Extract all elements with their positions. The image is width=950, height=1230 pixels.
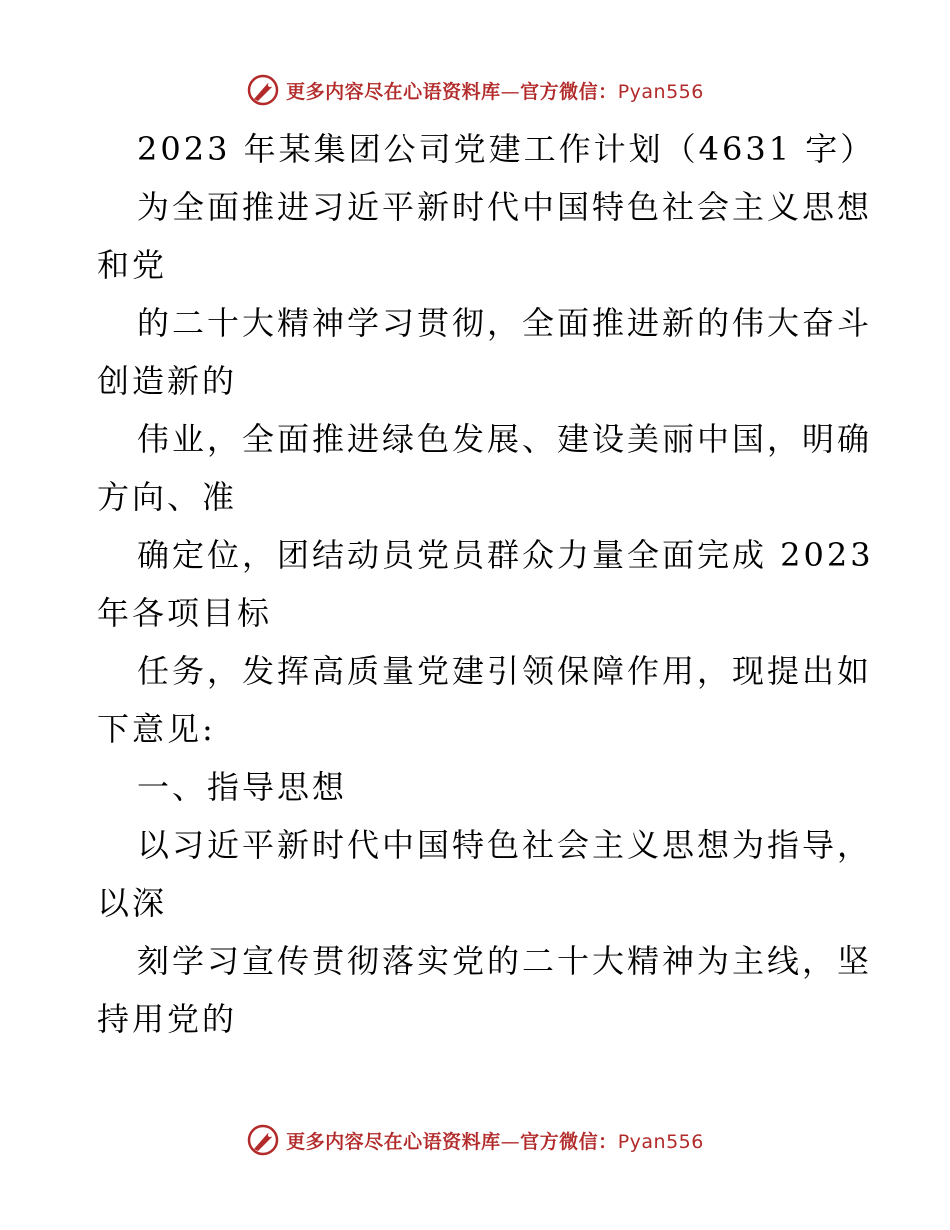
text-line: 年各项目标 [97, 594, 273, 632]
pen-logo-icon [246, 1123, 280, 1157]
text-line: 确定位，团结动员党员群众力量全面完成 2023 [137, 536, 874, 574]
document-body [97, 120, 876, 1048]
text-line: 以习近平新时代中国特色社会主义思想为指导， [137, 826, 873, 864]
text-line: 伟业，全面推进绿色发展、建设美丽中国，明确 [137, 420, 873, 458]
text-line: 为全面推进习近平新时代中国特色社会主义思想 [137, 188, 873, 226]
text-line: 方向、准 [97, 478, 238, 516]
header-watermark [0, 70, 950, 110]
footer-watermark [0, 1120, 950, 1160]
pen-logo-icon [246, 73, 280, 107]
text-line: 下意见: [97, 710, 216, 748]
watermark-text: 更多内容尽在心语资料库—官方微信：Pyan556 [286, 1130, 704, 1153]
text-line: 和党 [97, 246, 168, 284]
text-line: 的二十大精神学习贯彻，全面推进新的伟大奋斗 [137, 304, 873, 342]
document-title: 2023 年某集团公司党建工作计划（4631 字） [137, 130, 876, 168]
watermark-text: 更多内容尽在心语资料库—官方微信：Pyan556 [286, 80, 704, 103]
text-line: 以深 [97, 884, 168, 922]
text-line: 任务，发挥高质量党建引领保障作用，现提出如 [137, 652, 873, 690]
text-line: 创造新的 [97, 362, 238, 400]
section-heading: 一、指导思想 [137, 768, 348, 806]
text-line: 刻学习宣传贯彻落实党的二十大精神为主线，坚 [137, 942, 873, 980]
text-line: 持用党的 [97, 1000, 238, 1038]
